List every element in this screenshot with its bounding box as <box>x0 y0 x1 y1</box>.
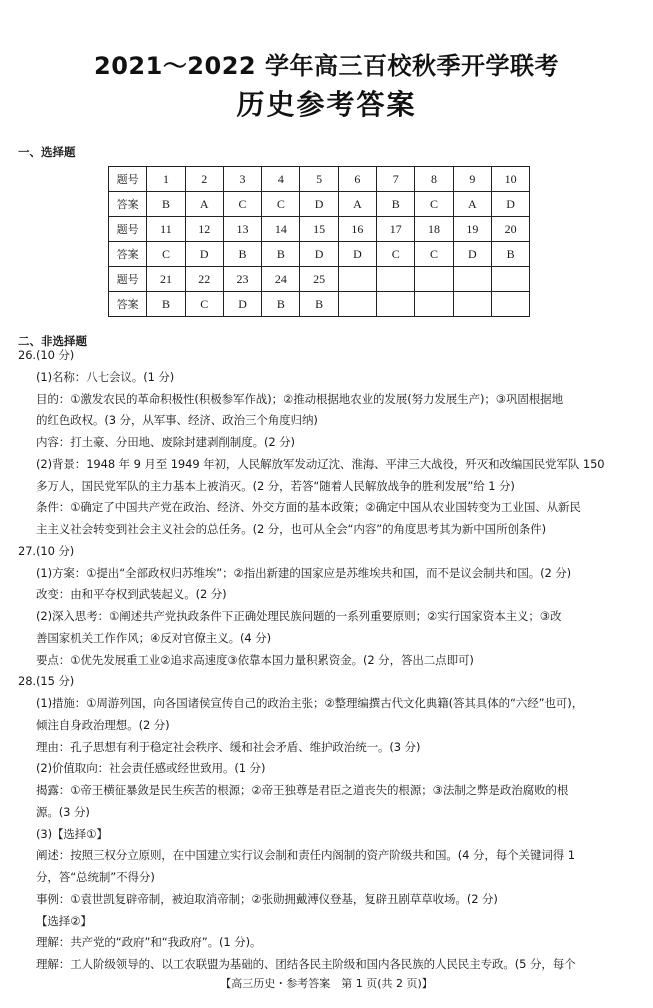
answer-table-cell: 6 <box>338 167 376 192</box>
answer-line: (3)【选择①】 <box>36 826 108 841</box>
answer-table-cell: D <box>300 192 338 217</box>
answer-line: 26.(10 分) <box>18 348 75 362</box>
answer-line: (1)方案：①提出“全部政权归苏维埃”；②指出新建的国家应是苏维埃共和国，而不是议会制共和国。(2 分) <box>36 565 572 580</box>
answer-table-cell <box>377 267 415 292</box>
answer-table-cell <box>415 292 453 317</box>
answer-line: 倾注自身政治理想。(2 分) <box>36 717 170 732</box>
answer-line: 【选择②】 <box>36 913 92 928</box>
answer-table-cell: B <box>262 242 300 267</box>
answer-line: 目的：①激发农民的革命积极性(积极参军作战)；②推动根据地农业的发展(努力发展生产)；③巩固根据地 <box>36 391 563 406</box>
document-subtitle: 历史参考答案 <box>236 88 417 121</box>
page-footer: 【高三历史・参考答案 第 1 页(共 2 页)】 <box>220 977 433 990</box>
answer-line: 理由：孔子思想有利于稳定社会秩序、缓和社会矛盾、维护政治统一。(3 分) <box>36 739 421 754</box>
answer-table-cell: 12 <box>185 217 223 242</box>
answer-table-cell: 3 <box>223 167 261 192</box>
answer-table-row-header: 题号 <box>109 267 147 292</box>
answer-table-row <box>109 167 530 192</box>
answer-table-cell: D <box>223 292 261 317</box>
answer-table-cell: 24 <box>262 267 300 292</box>
section-heading-nonchoice: 二、非选择题 <box>18 334 87 348</box>
answer-line: (1)措施：①周游列国，向各国诸侯宣传自己的政治主张；②整理编撰古代文化典籍(答其具体的“六经”也可)， <box>36 696 584 710</box>
answer-line: 源。(3 分) <box>36 804 90 819</box>
answer-table-cell: C <box>377 242 415 267</box>
answer-line: 主主义社会转变到社会主义社会的总任务。(2 分，也可从全会“内容”的角度思考其为新中国所创条件) <box>36 522 547 536</box>
answer-line: 的红色政权。(3 分，从军事、经济、政治三个角度归纳) <box>36 413 318 428</box>
answer-table-cell: 25 <box>300 267 338 292</box>
answer-table-cell: 20 <box>491 217 529 242</box>
answer-table-cell: C <box>415 242 453 267</box>
answer-table-cell: 22 <box>185 267 223 292</box>
answer-table-cell: B <box>491 242 529 267</box>
answer-line: 善国家机关工作作风；④反对官僚主义。(4 分) <box>36 630 271 645</box>
answer-table-cell: 2 <box>185 167 223 192</box>
answer-table-cell: 13 <box>223 217 261 242</box>
answer-table-row <box>109 242 530 267</box>
answer-table-cell: C <box>147 242 185 267</box>
answer-line: (2)背景：1948 年 9 月至 1949 年初，人民解放军发动辽沈、淮海、平津三大战役，歼灭和改编国民党军队 150 <box>36 456 605 471</box>
answer-line: 理解：工人阶级领导的、以工农联盟为基础的、团结各民主阶级和国内各民族的人民民主专政。(5 分，每个 <box>36 957 576 971</box>
answer-table-cell <box>491 267 529 292</box>
answer-line: (1)名称：八七会议。(1 分) <box>36 369 175 384</box>
answer-table-cell: B <box>300 292 338 317</box>
answer-line: 多万人，国民党军队的主力基本上被消灭。(2 分，若答“随着人民解放战争的胜利发展”给 1 分) <box>36 478 515 493</box>
answer-line: 揭露：①帝王横征暴敛是民生疾苦的根源；②帝王独尊是君臣之道丧失的根源；③法制之弊是政治腐败的根 <box>36 783 569 797</box>
answer-table-cell: D <box>491 192 529 217</box>
answer-table-cell <box>338 292 376 317</box>
answer-table-cell: 7 <box>377 167 415 192</box>
answer-table-cell: 21 <box>147 267 185 292</box>
answer-line: (2)价值取向：社会责任感或经世致用。(1 分) <box>36 761 266 776</box>
answer-table-cell: 11 <box>147 217 185 242</box>
answer-table-cell: D <box>338 242 376 267</box>
answer-table-cell: 17 <box>377 217 415 242</box>
answer-table-cell <box>338 267 376 292</box>
answer-table-cell: C <box>223 192 261 217</box>
answer-table-cell: 10 <box>491 167 529 192</box>
answer-table-cell: 16 <box>338 217 376 242</box>
answer-table-cell: 1 <box>147 167 185 192</box>
answer-table <box>108 166 530 317</box>
answer-line: 要点：①优先发展重工业②追求高速度③依靠本国力量积累资金。(2 分，答出二点即可) <box>36 652 474 667</box>
answer-table-cell: B <box>147 192 185 217</box>
answer-table-cell: 9 <box>453 167 491 192</box>
answer-table-row-header: 答案 <box>109 292 147 317</box>
answer-table-cell: D <box>185 242 223 267</box>
answer-table-cell: 14 <box>262 217 300 242</box>
answer-line: 条件：①确定了中国共产党在政治、经济、外交方面的基本政策；②确定中国从农业国转变为工业国、从新民 <box>36 500 581 515</box>
answer-table-cell: B <box>147 292 185 317</box>
answer-table-cell: B <box>377 192 415 217</box>
answer-table-cell: 19 <box>453 217 491 242</box>
answer-table-cell: 5 <box>300 167 338 192</box>
answer-table-cell: D <box>300 242 338 267</box>
answer-table-row-header: 题号 <box>109 167 147 192</box>
answer-line: 分，答“总统制”不得分) <box>36 870 155 884</box>
answer-line: 理解：共产党的“政府”和“我政府”。(1 分)。 <box>36 935 262 950</box>
answer-table-cell: A <box>185 192 223 217</box>
answer-table-cell: C <box>415 192 453 217</box>
answer-table-cell: C <box>185 292 223 317</box>
answer-table-cell: C <box>262 192 300 217</box>
answer-line: 阐述：按照三权分立原则，在中国建立实行议会制和责任内阁制的资产阶级共和国。(4 分，每个关键词得 1 <box>36 848 575 863</box>
exam-title: 2021～2022 学年高三百校秋季开学联考 <box>94 52 559 80</box>
answer-table-cell: B <box>262 292 300 317</box>
answer-table-row-header: 答案 <box>109 242 147 267</box>
answer-table-row-header: 答案 <box>109 192 147 217</box>
answer-table-cell: 15 <box>300 217 338 242</box>
answer-table-cell: 18 <box>415 217 453 242</box>
answer-line: 28.(15 分) <box>18 674 75 689</box>
section-heading-choice: 一、选择题 <box>18 145 76 159</box>
answer-table-row <box>109 217 530 242</box>
answer-table-cell: 23 <box>223 267 261 292</box>
answer-table-cell: 8 <box>415 167 453 192</box>
answer-line: (2)深入思考：①阐述共产党执政条件下正确处理民族问题的一系列重要原则；②实行国家资本主义；③改 <box>36 609 562 623</box>
answer-table-cell: A <box>453 192 491 217</box>
answer-table-cell <box>453 267 491 292</box>
answer-table-cell: 4 <box>262 167 300 192</box>
answer-table-cell: A <box>338 192 376 217</box>
answer-table-cell: B <box>223 242 261 267</box>
answer-table-row-header: 题号 <box>109 217 147 242</box>
answer-table-row <box>109 192 530 217</box>
answer-line: 27.(10 分) <box>18 543 75 558</box>
answer-table-cell <box>377 292 415 317</box>
answer-line: 内容：打土豪、分田地、废除封建剥削制度。(2 分) <box>36 435 295 449</box>
answer-line: 改变：由和平夺权到武装起义。(2 分) <box>36 587 227 602</box>
answer-table-cell <box>491 292 529 317</box>
answer-table-cell <box>453 292 491 317</box>
answer-line: 事例：①袁世凯复辟帝制，被迫取消帝制；②张勋拥戴溥仪登基，复辟丑剧草草收场。(2 分) <box>36 891 498 906</box>
answer-table-row <box>109 267 530 292</box>
answer-table-row <box>109 292 530 317</box>
answer-table-cell <box>415 267 453 292</box>
answer-table-cell: D <box>453 242 491 267</box>
